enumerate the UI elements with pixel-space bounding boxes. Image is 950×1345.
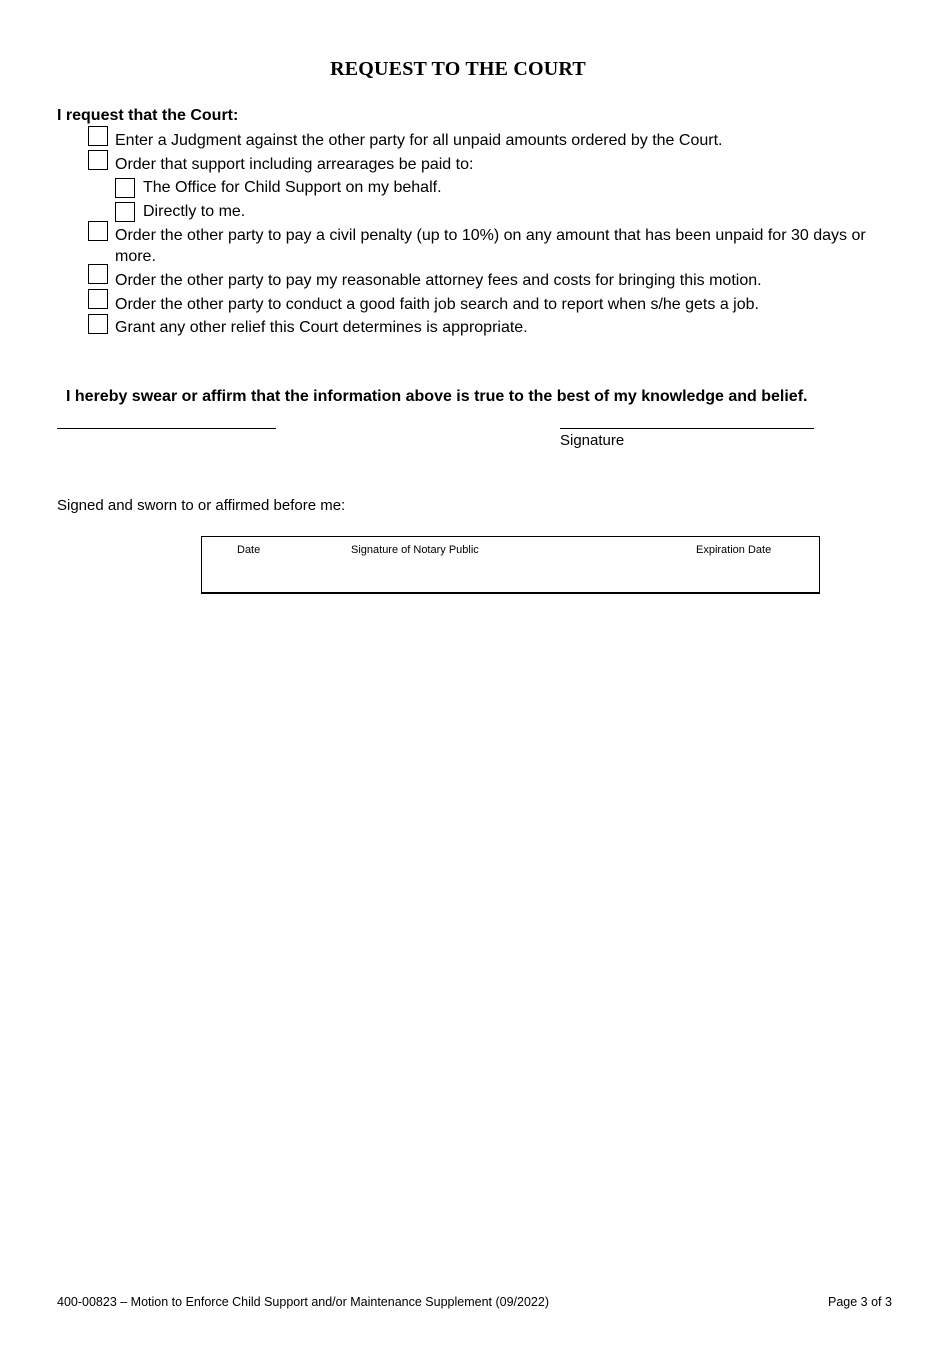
checkbox-attorney-fees[interactable] (88, 264, 108, 284)
notary-expiration-label: Expiration Date (696, 544, 772, 556)
option-directly-to-me-label: Directly to me. (143, 203, 246, 220)
option-job-search-label: Order the other party to conduct a good faith job search and to report when s/he gets a job. (115, 296, 759, 313)
oath-statement: I hereby swear or affirm that the information above is true to the best of my knowledge and belief. (66, 388, 808, 405)
checkbox-order-support-paid[interactable] (88, 150, 108, 170)
checkbox-other-relief[interactable] (88, 314, 108, 334)
request-heading: I request that the Court: (57, 107, 239, 124)
option-attorney-fees-label: Order the other party to pay my reasonable attorney fees and costs for bringing this motion. (115, 272, 762, 289)
checkbox-job-search[interactable] (88, 289, 108, 309)
notary-signature-label: Signature of Notary Public (351, 544, 479, 556)
notary-box[interactable] (201, 536, 820, 594)
checkbox-civil-penalty[interactable] (88, 221, 108, 241)
footer-form-info: 400-00823 – Motion to Enforce Child Support and/or Maintenance Supplement (09/2022) (57, 1295, 549, 1309)
option-civil-penalty-label: Order the other party to pay a civil penalty (up to 10%) on any amount that has been unpaid for 30 days or more. (115, 227, 866, 265)
option-enter-judgment-label: Enter a Judgment against the other party for all unpaid amounts ordered by the Court. (115, 132, 723, 149)
option-other-relief-label: Grant any other relief this Court determines is appropriate. (115, 319, 528, 336)
option-order-support-paid-label: Order that support including arrearages be paid to: (115, 156, 474, 173)
checkbox-directly-to-me[interactable] (115, 202, 135, 222)
signature-label: Signature (560, 432, 625, 449)
checkbox-enter-judgment[interactable] (88, 126, 108, 146)
signature-line[interactable] (560, 428, 814, 429)
footer-page-number: Page 3 of 3 (828, 1295, 892, 1309)
option-office-child-support-label: The Office for Child Support on my behalf. (143, 179, 442, 196)
checkbox-office-child-support[interactable] (115, 178, 135, 198)
notary-date-label: Date (237, 544, 261, 556)
sworn-statement: Signed and sworn to or affirmed before me: (57, 497, 346, 514)
date-line[interactable] (57, 428, 276, 429)
page-title: REQUEST TO THE COURT (330, 58, 586, 80)
